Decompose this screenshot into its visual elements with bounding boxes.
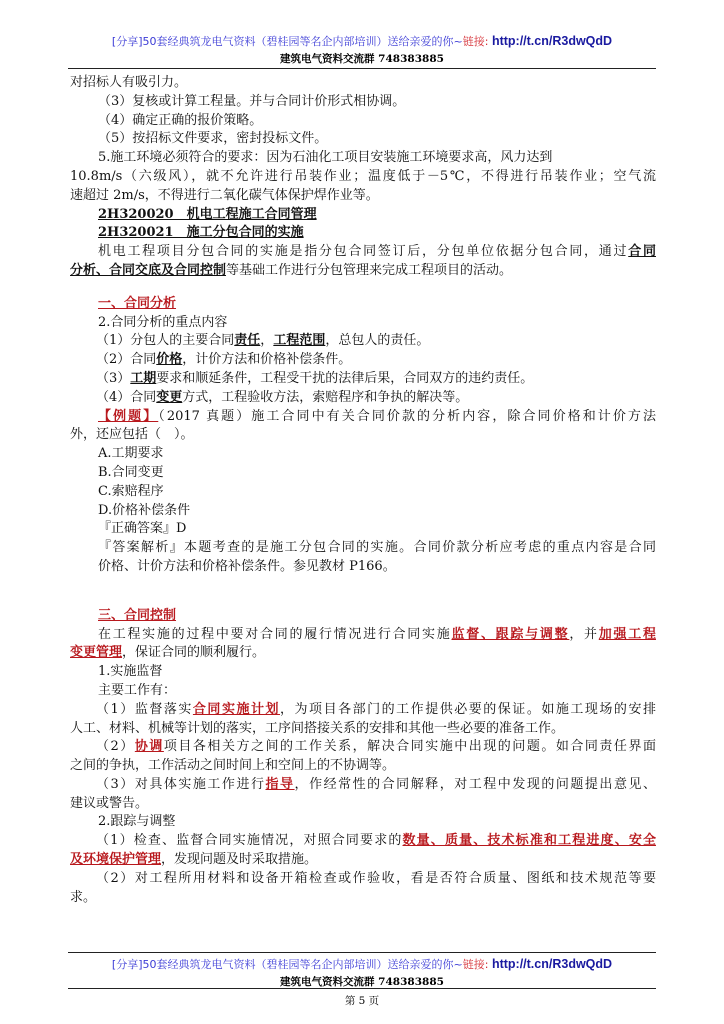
text-run: 要求和顺延条件，工程受干扰的法律后果，合同双方的违约责任。 <box>156 370 534 386</box>
header-banner[interactable] <box>0 33 724 49</box>
paragraph: 主要工作有： <box>98 682 177 698</box>
emphasis: 责任 <box>234 333 261 349</box>
header-url-link[interactable]: http://t.cn/R3dwQdD <box>491 34 613 48</box>
footer-rule <box>68 952 656 953</box>
page-footer <box>0 956 724 989</box>
footer-url-link[interactable]: http://t.cn/R3dwQdD <box>491 957 613 971</box>
footer-banner[interactable] <box>0 956 724 972</box>
section-code-heading: 2H320021 施工分包合同的实施 <box>98 225 304 241</box>
example-question <box>70 408 656 427</box>
paragraph: 2.合同分析的重点内容 <box>98 314 228 330</box>
text-run: （4）合同 <box>96 389 157 405</box>
emphasis: 变更管理 <box>70 645 123 661</box>
paragraph: （4）确定正确的报价策略。 <box>98 112 263 128</box>
emphasis: 工期 <box>130 370 157 386</box>
footer-bottom-rule <box>68 988 656 989</box>
paragraph: （5）按招标文件要求，密封投标文件。 <box>98 131 328 147</box>
text-run: （1）检查、监督合同实施情况，对照合同要求的 <box>96 833 403 849</box>
text-run: 等基础工作进行分包管理来完成工程项目的活动。 <box>226 262 513 278</box>
paragraph: 建议或警告。 <box>70 795 149 811</box>
paragraph <box>70 262 656 281</box>
emphasis: 合同 <box>628 244 656 260</box>
paragraph <box>70 389 656 408</box>
emphasis: 价格 <box>156 352 183 368</box>
paragraph <box>70 370 656 389</box>
paragraph <box>70 243 656 262</box>
text-run: ，为项目各部门的工作提供必要的保证。如施工现场的安排 <box>280 701 656 717</box>
text-run: ，总包人的责任。 <box>325 333 430 349</box>
paragraph: 求。 <box>70 889 97 905</box>
page-number: 第 5 页 <box>344 995 380 1007</box>
text-run: ，作经常性的合同解释，对工程中发现的问题提出意见、 <box>294 776 656 792</box>
page-header <box>0 33 724 66</box>
correct-answer: 『正确答案』D <box>98 521 187 537</box>
paragraph <box>70 351 656 370</box>
emphasis: 工程范围 <box>273 333 326 349</box>
paragraph <box>70 701 656 720</box>
text-run: 方式，工程验收方法，索赔程序和争执的解决等。 <box>182 389 469 405</box>
text-run: （2017 真题）施工合同中有关合同价款的分析内容，除合同价格和计价方法 <box>158 408 656 424</box>
option-b: B.合同变更 <box>98 464 164 480</box>
paragraph: （3）复核或计算工程量。并与合同计价形式相协调。 <box>98 93 406 109</box>
answer-explanation: 『答案解析』本题考查的是施工分包合同的实施。合同价款分析应考虑的重点内容是合同 <box>98 540 656 556</box>
paragraph: 10.8m/s（六级风），就不允许进行吊装作业；温度低于－5℃，不得进行吊装作业；空气流 <box>70 168 656 184</box>
paragraph <box>70 776 656 795</box>
document-body <box>70 74 656 907</box>
emphasis: 数量、质量、技术标准和工程进度、安全 <box>402 833 656 849</box>
section-heading: 一、合同分析 <box>98 295 177 311</box>
example-tag: 【例题】 <box>98 408 159 424</box>
paragraph <box>70 644 656 663</box>
emphasis: 及环境保护管理 <box>70 852 162 868</box>
option-a: A.工期要求 <box>98 446 164 462</box>
paragraph: 对招标人有吸引力。 <box>70 75 188 90</box>
text-run: （3） <box>96 370 131 386</box>
text-run: （1）分包人的主要合同 <box>96 333 235 349</box>
text-run: 项目各相关方之间的工作关系，解决合同实施中出现的问题。如合同责任界面 <box>163 739 656 755</box>
paragraph: 5.施工环境必须符合的要求：因为石油化工项目安装施工环境要求高，风力达到 <box>98 150 553 166</box>
text-run: ， <box>260 333 274 349</box>
option-c: C.索赔程序 <box>98 483 164 499</box>
paragraph: 2.跟踪与调整 <box>98 814 176 830</box>
section-heading: 三、合同控制 <box>98 607 177 623</box>
emphasis: 加强工程 <box>598 626 656 642</box>
text-run: ，并 <box>569 626 599 642</box>
text-run: （3）对具体实施工作进行 <box>96 776 266 792</box>
paragraph: 之间的争执，工作活动之间时间上和空间上的不协调等。 <box>70 758 396 774</box>
paragraph <box>70 332 656 351</box>
header-group: 建筑电气资料交流群 748383885 <box>280 53 444 65</box>
text-run: 在工程实施的过程中要对合同的履行情况进行合同实施 <box>98 626 452 642</box>
section-code-heading: 2H320020 机电工程施工合同管理 <box>98 206 317 222</box>
paragraph <box>70 738 656 757</box>
emphasis: 协调 <box>134 739 164 755</box>
paragraph: 1.实施监督 <box>98 664 163 680</box>
paragraph <box>70 626 656 645</box>
header-link-label: 链接: <box>462 35 489 48</box>
footer-banner-text[interactable]: [分享]50套经典筑龙电气资料（碧桂园等名企内部培训）送给亲爱的你~ <box>111 958 463 971</box>
paragraph <box>70 832 656 851</box>
text-run: ，发现问题及时采取措施。 <box>161 852 318 868</box>
header-rule <box>68 68 656 69</box>
emphasis: 变更 <box>156 389 183 405</box>
text-run: （2）合同 <box>96 352 157 368</box>
emphasis: 合同实施计划 <box>192 701 281 717</box>
text-run: （1）监督落实 <box>96 701 193 717</box>
text-run: ，保证合同的顺利履行。 <box>122 645 266 661</box>
footer-link-label: 链接: <box>462 958 489 971</box>
emphasis: 监督、跟踪与调整 <box>451 626 570 642</box>
paragraph: 速超过 2m/s，不得进行二氧化碳气体保护焊作业等。 <box>70 187 379 203</box>
text-run: 机电工程项目分包合同的实施是指分包合同签订后，分包单位依据分包合同，通过 <box>98 244 629 260</box>
emphasis: 指导 <box>265 776 295 792</box>
emphasis: 分析、合同交底及合同控制 <box>70 262 227 278</box>
text-run: （2） <box>96 739 135 755</box>
paragraph <box>70 851 656 870</box>
paragraph: （2）对工程所用材料和设备开箱检查或作验收，看是否符合质量、图纸和技术规范等要 <box>96 870 656 886</box>
option-d: D.价格补偿条件 <box>98 502 191 518</box>
paragraph: 人工、材料、机械等计划的落实，工序间搭接关系的安排和其他一些必要的准备工作。 <box>70 720 565 736</box>
text-run: ，计价方法和价格补偿条件。 <box>182 352 352 368</box>
answer-explanation: 价格、计价方法和价格补偿条件。参见教材 P166。 <box>98 558 396 574</box>
footer-group: 建筑电气资料交流群 748383885 <box>280 976 444 988</box>
header-banner-text[interactable]: [分享]50套经典筑龙电气资料（碧桂园等名企内部培训）送给亲爱的你~ <box>111 35 463 48</box>
paragraph: 外，还应包括（ ）。 <box>70 427 194 443</box>
